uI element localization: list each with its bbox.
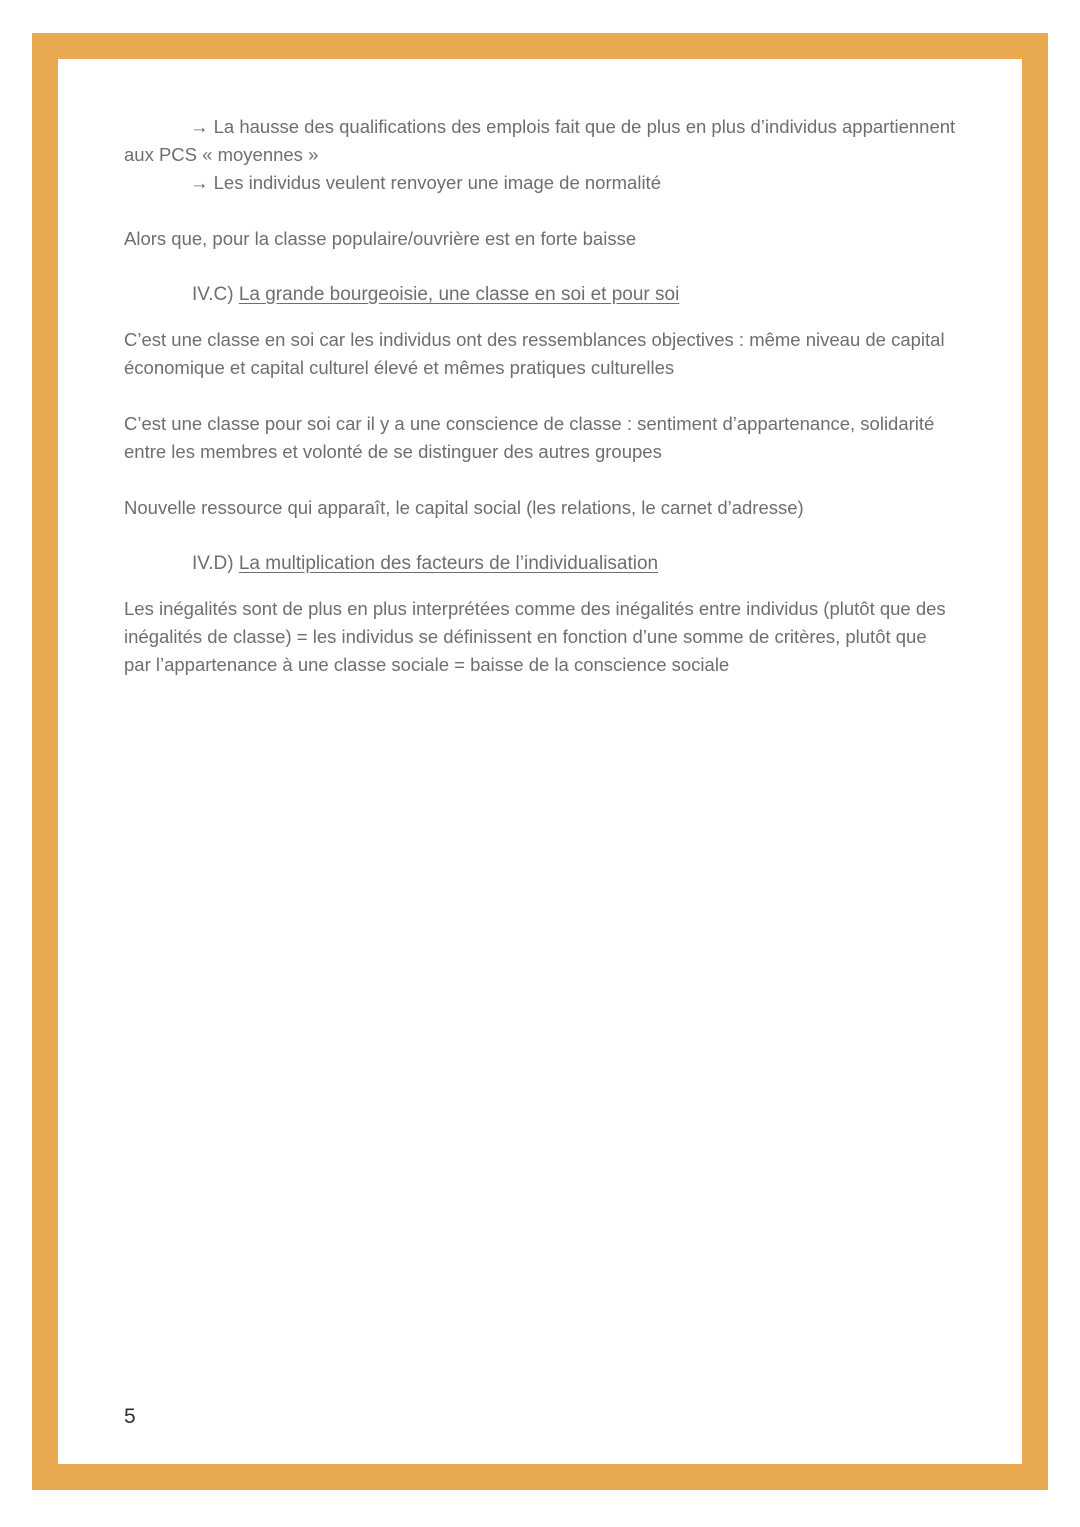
document-page: [58, 59, 1022, 1464]
right-arrow-icon: →: [190, 172, 214, 193]
paragraph: Alors que, pour la classe populaire/ouvrière est en forte baisse: [124, 228, 637, 249]
section-heading: [124, 550, 956, 578]
paragraph: C’est une classe en soi car les individus ont des ressemblances objectives : même niveau de capital économique et capital culturel élevé et mêmes pratiques culturelles: [124, 329, 945, 378]
paragraph: C’est une classe pour soi car il y a une conscience de classe : sentiment d’appartenance, solidarité entre les membres et volonté de se distinguer des autres groupes: [124, 413, 935, 462]
section-heading-prefix: IV.D): [192, 553, 239, 574]
right-arrow-icon: →: [190, 116, 214, 137]
section-heading-title: La grande bourgeoisie, une classe en soi et pour soi: [238, 284, 680, 305]
section-heading: [124, 281, 956, 309]
page-number: 5: [124, 1405, 136, 1428]
arrow-paragraph-text: Les individus veulent renvoyer une image de normalité: [213, 172, 661, 193]
arrow-paragraph: [124, 113, 956, 169]
content-blocks: [58, 59, 1022, 707]
section-heading-title: La multiplication des facteurs de l’individualisation: [238, 553, 659, 574]
arrow-paragraph: [124, 169, 956, 197]
page-border-frame: [32, 33, 1048, 1490]
paragraph: Les inégalités sont de plus en plus interprétées comme des inégalités entre individus (plutôt que des inégalités de classe) = les individus se définissent en fonction d’une somme de critères, plutôt que par l’appartenance à une classe sociale = baisse de la conscience sociale: [124, 598, 946, 675]
paragraph: Nouvelle ressource qui apparaît, le capital social (les relations, le carnet d’adresse): [124, 497, 804, 518]
section-heading-prefix: IV.C): [192, 284, 239, 305]
arrow-paragraph-text: La hausse des qualifications des emplois fait que de plus en plus d’individus appartiennent aux PCS « moyennes »: [124, 116, 956, 165]
